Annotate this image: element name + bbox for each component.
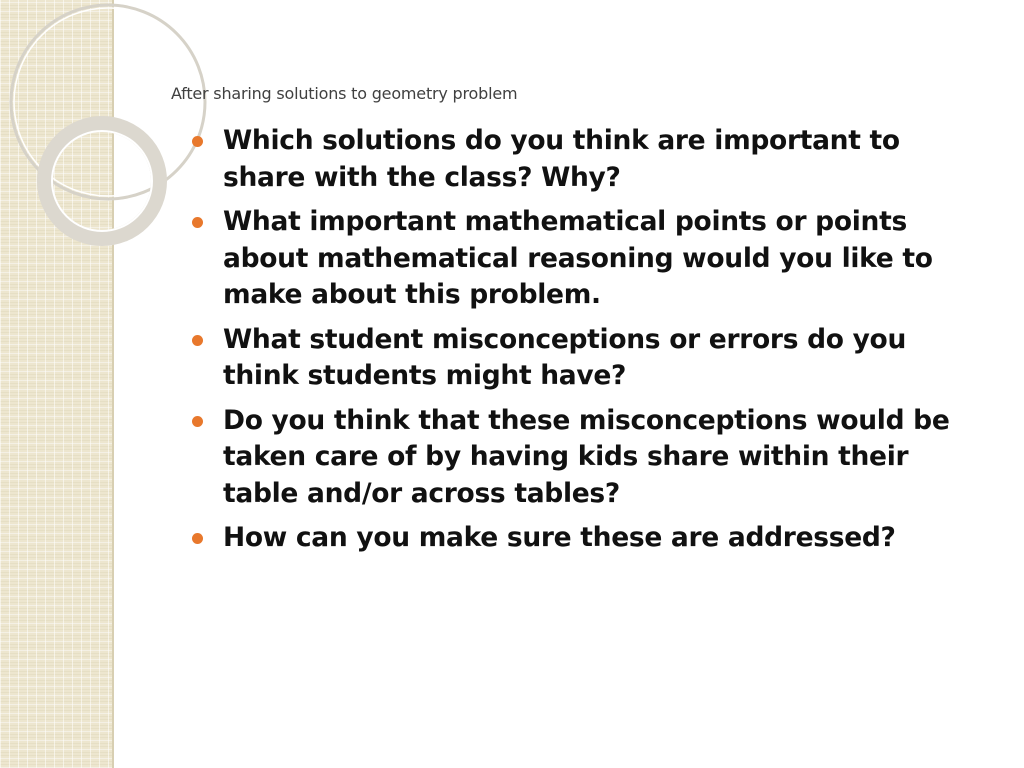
bullet-text: What student misconceptions or errors do you think students might have?	[223, 323, 907, 391]
bullet-dot-icon	[192, 136, 203, 147]
bullet-list	[190, 123, 990, 565]
bullet-text: What important mathematical points or points about mathematical reasoning would you like to make about this problem.	[223, 206, 933, 310]
decorative-side-panel	[0, 0, 112, 768]
bullet-item	[190, 403, 990, 513]
bullet-item	[190, 322, 990, 395]
bullet-text: How can you make sure these are addressed?	[223, 522, 896, 553]
bullet-dot-icon	[192, 217, 203, 228]
bullet-item	[190, 520, 990, 557]
bullet-item	[190, 204, 990, 314]
bullet-dot-icon	[192, 416, 203, 427]
bullet-item	[190, 123, 990, 196]
side-panel-edge	[112, 0, 114, 768]
bullet-text: Do you think that these misconceptions would be taken care of by having kids share within their table and/or across tables?	[223, 404, 950, 509]
bullet-dot-icon	[192, 335, 203, 346]
slide-title: After sharing solutions to geometry problem	[171, 84, 518, 103]
bullet-dot-icon	[192, 533, 203, 544]
bullet-text: Which solutions do you think are important to share with the class? Why?	[223, 125, 900, 193]
